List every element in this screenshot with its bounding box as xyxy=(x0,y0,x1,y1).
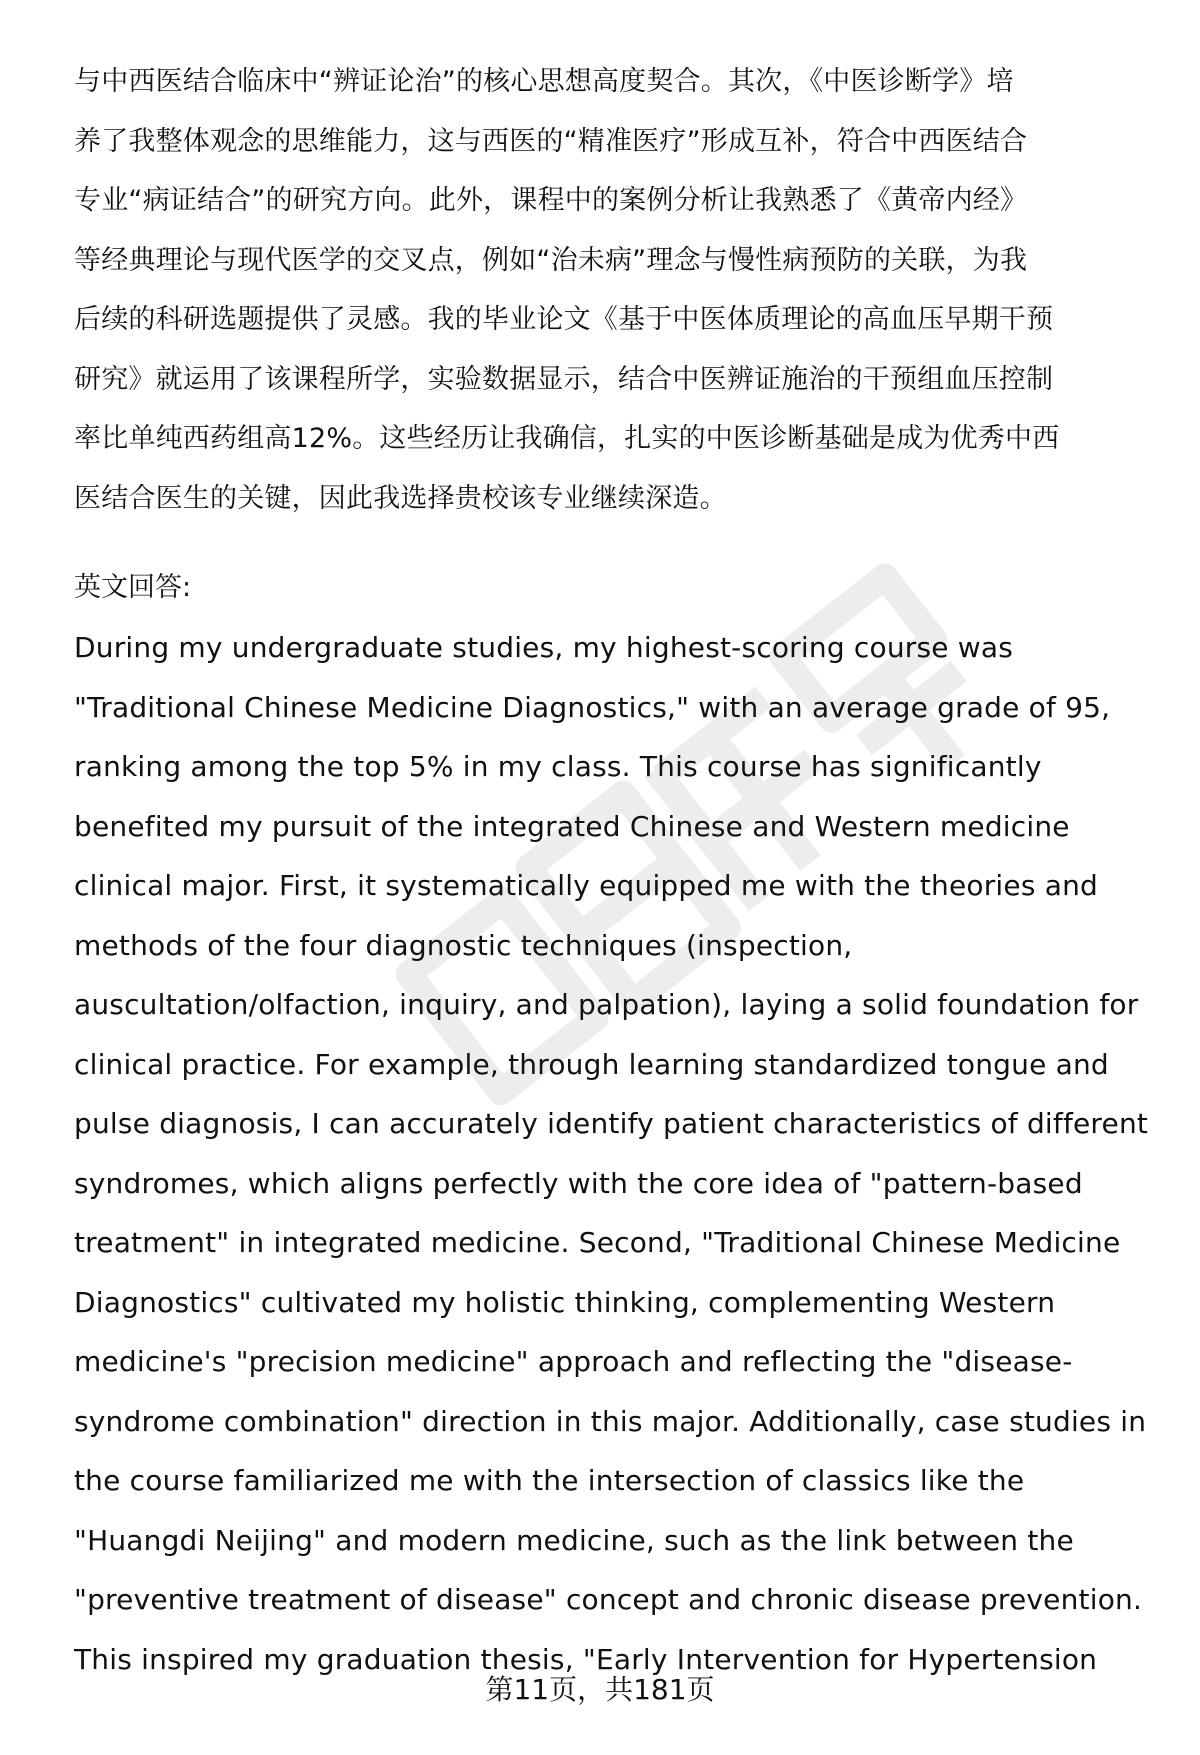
english-answer-label: 英文回答: xyxy=(74,572,192,603)
chinese-answer-paragraph xyxy=(74,52,1154,528)
text-line: 研究》就运用了该课程所学，实验数据显示，结合中医辨证施治的干预组血压控制 xyxy=(74,363,1054,395)
text-line: "preventive treatment of disease" concept and chronic disease prevention. xyxy=(74,1583,1143,1616)
page-number-footer: 第11页，共181页 xyxy=(485,1673,715,1706)
text-line: Diagnostics" cultivated my holistic thinking, complementing Western xyxy=(74,1285,1056,1319)
text-line: "Traditional Chinese Medicine Diagnostics," with an average grade of 95, xyxy=(74,690,1111,724)
text-line: "Huangdi Neijing" and modern medicine, such as the link between the xyxy=(74,1523,1074,1557)
text-line: treatment" in integrated medicine. Second, "Traditional Chinese Medicine xyxy=(74,1226,1121,1259)
text-line: benefited my pursuit of the integrated Chinese and Western medicine xyxy=(74,809,1070,843)
text-line: This inspired my graduation thesis, "Early Intervention for Hypertension xyxy=(74,1642,1098,1676)
text-line: methods of the four diagnostic techniques (inspection, xyxy=(74,928,853,962)
text-line: medicine's "precision medicine" approach and reflecting the "disease- xyxy=(74,1345,1073,1378)
text-line: 率比单纯西药组高12%。这些经历让我确信，扎实的中医诊断基础是成为优秀中西 xyxy=(74,423,1060,454)
text-line: 专业“病证结合”的研究方向。此外，课程中的案例分析让我熟悉了《黄帝内经》 xyxy=(74,185,1028,216)
text-line: the course familiarized me with the intersection of classics like the xyxy=(74,1464,1025,1497)
text-line: pulse diagnosis, I can accurately identify patient characteristics of different xyxy=(74,1107,1149,1140)
text-line: 医结合医生的关键，因此我选择贵校该专业继续深造。 xyxy=(74,482,727,514)
text-line: syndromes, which aligns perfectly with the core idea of "pattern-based xyxy=(74,1166,1083,1200)
text-line: 与中西医结合临床中“辨证论治”的核心思想高度契合。其次，《中医诊断学》培 xyxy=(74,66,1014,97)
text-line: 等经典理论与现代医学的交叉点，例如“治未病”理念与慢性病预防的关联，为我 xyxy=(74,244,1028,276)
text-line: During my undergraduate studies, my highest-scoring course was xyxy=(74,631,1014,664)
text-line: clinical practice. For example, through learning standardized tongue and xyxy=(74,1047,1109,1081)
text-line: ranking among the top 5% in my class. This course has significantly xyxy=(74,750,1042,783)
text-line: syndrome combination" direction in this major. Additionally, case studies in xyxy=(74,1404,1147,1438)
text-line: clinical major. First, it systematically equipped me with the theories and xyxy=(74,869,1099,902)
english-answer-paragraph xyxy=(74,618,1154,1689)
text-line: 养了我整体观念的思维能力，这与西医的“精准医疗”形成互补，符合中西医结合 xyxy=(74,125,1028,157)
text-line: auscultation/olfaction, inquiry, and palpation), laying a solid foundation for xyxy=(74,988,1139,1021)
text-line: 后续的科研选题提供了灵感。我的毕业论文《基于中医体质理论的高血压早期干预 xyxy=(74,304,1054,335)
